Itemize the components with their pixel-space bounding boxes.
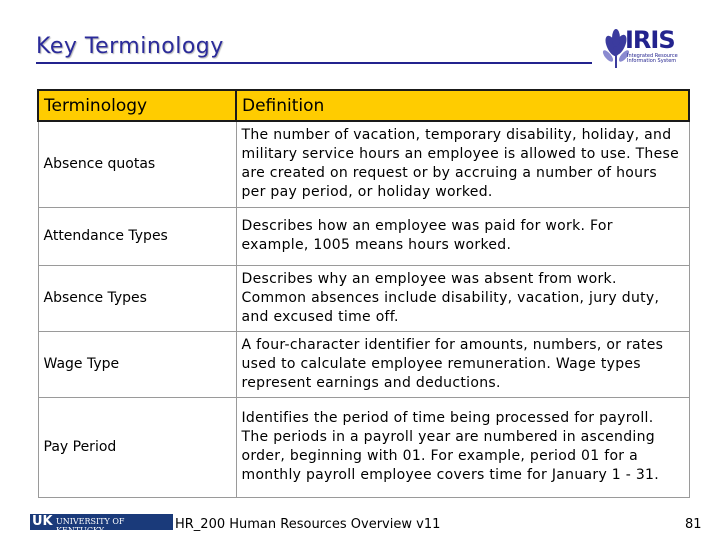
table-header-row (38, 90, 689, 121)
slide-title: Key Terminology (36, 34, 224, 59)
term-cell: Wage Type (38, 331, 236, 397)
iris-logo-text: IRIS (625, 26, 675, 54)
table-row (38, 121, 689, 207)
header-definition: Definition (236, 90, 689, 121)
term-cell: Pay Period (38, 397, 236, 497)
term-cell: Absence quotas (38, 121, 236, 207)
definition-cell: Describes how an employee was paid for work. For example, 1005 means hours worked. (236, 207, 689, 265)
term-cell: Absence Types (38, 265, 236, 331)
uk-logo-text: UNIVERSITY OF KENTUCKY (56, 517, 125, 535)
term-cell: Attendance Types (38, 207, 236, 265)
uk-logo-mark: UK (32, 514, 53, 529)
iris-logo-subtitle: Integrated Resource Information System (627, 53, 678, 64)
definition-cell: A four-character identifier for amounts, numbers, or rates used to calculate employee remuneration. Wage types represent earnings and deductions. (236, 331, 689, 397)
table-row (38, 331, 689, 397)
header-terminology: Terminology (38, 90, 236, 121)
terminology-table (37, 89, 690, 498)
footer-course-title: HR_200 Human Resources Overview v11 (175, 517, 441, 532)
page-number: 81 (685, 517, 702, 532)
university-of-kentucky-logo (30, 514, 173, 535)
table-row (38, 397, 689, 497)
table-row (38, 207, 689, 265)
definition-cell: The number of vacation, temporary disability, holiday, and military service hours an employee is allowed to use. These are created on request or by accruing a number of hours per pay period, or holiday worked. (236, 121, 689, 207)
definition-cell: Describes why an employee was absent from work. Common absences include disability, vacation, jury duty, and excused time off. (236, 265, 689, 331)
definition-cell: Identifies the period of time being processed for payroll. The periods in a payroll year are numbered in ascending order, beginning with 01. For example, period 01 for a monthly payroll employee covers time for January 1 - 31. (236, 397, 689, 497)
table-row (38, 265, 689, 331)
title-underline (36, 62, 592, 64)
